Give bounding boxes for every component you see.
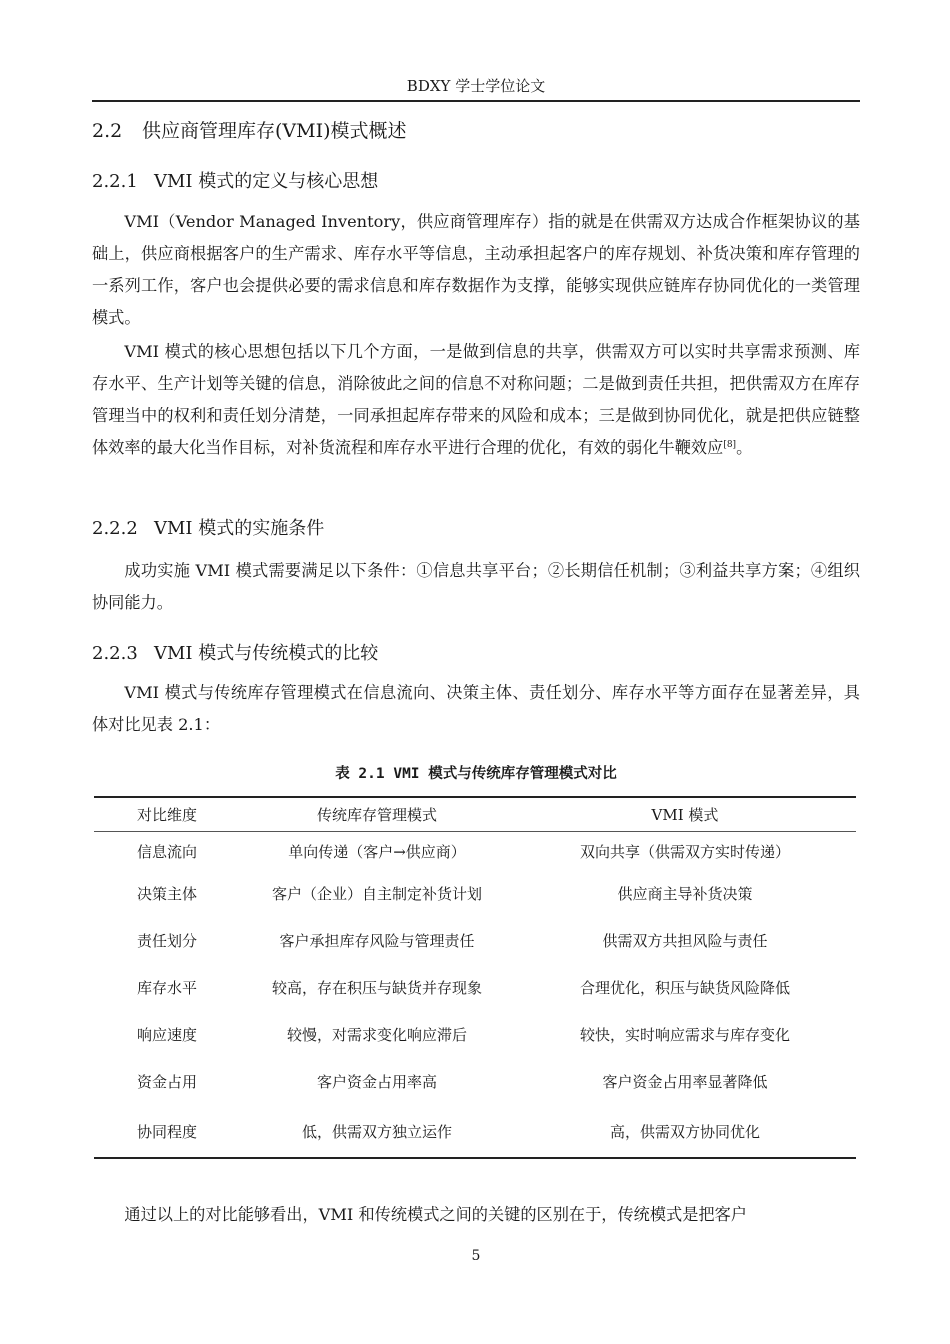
section-number: 2.2.3 bbox=[92, 643, 138, 664]
paragraph-implementation-conditions: 成功实施 VMI 模式需要满足以下条件：①信息共享平台；②长期信任机制；③利益共享方案；④组织协同能力。 bbox=[92, 561, 860, 612]
table-row bbox=[94, 1011, 856, 1058]
table-row bbox=[94, 964, 856, 1011]
comparison-table bbox=[94, 796, 856, 1159]
table-cell: 决策主体 bbox=[136, 885, 197, 903]
table-cell: 客户资金占用率高 bbox=[316, 1073, 437, 1091]
citation-ref[interactable]: [8] bbox=[723, 440, 737, 450]
page-number: 5 bbox=[471, 1248, 481, 1264]
paragraph-end: 。 bbox=[736, 438, 753, 457]
section-heading-2-2 bbox=[92, 118, 407, 144]
table-cell: 资金占用 bbox=[136, 1073, 197, 1091]
table-header-row bbox=[94, 797, 856, 832]
table-cell: 协同程度 bbox=[136, 1122, 197, 1141]
table-cell: 单向传递（客户→供应商） bbox=[288, 842, 466, 861]
table-cell: 响应速度 bbox=[136, 1026, 197, 1044]
table-cell: 较高，存在积压与缺货并存现象 bbox=[271, 979, 482, 997]
paragraph-vmi-definition: VMI（Vendor Managed Inventory，供应商管理库存）指的就是在供需双方达成合作框架协议的基础上，供应商根据客户的生产需求、库存水平等信息，主动承担起客户的库存规划、补货决策和库存管理的一系列工作，客户也会提供必要的需求信息和库存数据作为支撑，能够实现供应链库存协同优化的一类管理模式。 bbox=[92, 212, 860, 327]
table-cell: 供应商主导补货决策 bbox=[617, 885, 753, 903]
section-number: 2.2.1 bbox=[92, 171, 138, 192]
section-heading-2-2-2 bbox=[92, 517, 324, 541]
table-cell: 低，供需双方独立运作 bbox=[301, 1122, 452, 1141]
table-row bbox=[94, 1105, 856, 1158]
table-cell: 责任划分 bbox=[136, 932, 197, 950]
table-row bbox=[94, 1058, 856, 1105]
table-cell: 合理优化，积压与缺货风险降低 bbox=[579, 979, 790, 997]
table-cell: 双向共享（供需双方实时传递） bbox=[579, 842, 790, 861]
section-title: VMI 模式的实施条件 bbox=[154, 518, 325, 539]
paragraph-vmi-core-ideas bbox=[92, 336, 860, 464]
paragraph-comparison-conclusion: 通过以上的对比能够看出，VMI 和传统模式之间的关键的区别在于，传统模式是把客户 bbox=[124, 1205, 747, 1224]
table-cell: 高，供需双方协同优化 bbox=[609, 1122, 760, 1141]
section-heading-2-2-1 bbox=[92, 170, 378, 194]
header-rule bbox=[92, 100, 860, 102]
section-heading-2-2-3 bbox=[92, 642, 378, 666]
table-cell: 较快，实时响应需求与库存变化 bbox=[579, 1026, 790, 1044]
comparison-table-container bbox=[94, 796, 856, 1159]
section-title: 供应商管理库存(VMI)模式概述 bbox=[142, 120, 407, 142]
section-number: 2.2.2 bbox=[92, 518, 138, 539]
table-row bbox=[94, 870, 856, 917]
table-cell: 供需双方共担风险与责任 bbox=[602, 932, 768, 950]
paragraph-comparison-intro: VMI 模式与传统库存管理模式在信息流向、决策主体、责任划分、库存水平等方面存在显著差异，具体对比见表 2.1： bbox=[92, 683, 860, 734]
table-cell: 客户资金占用率显著降低 bbox=[602, 1073, 768, 1091]
table-row bbox=[94, 832, 856, 871]
table-cell: 客户（企业）自主制定补货计划 bbox=[271, 885, 482, 903]
section-title: VMI 模式与传统模式的比较 bbox=[154, 643, 379, 664]
section-title: VMI 模式的定义与核心思想 bbox=[154, 171, 379, 192]
table-cell: 较慢，对需求变化响应滞后 bbox=[286, 1026, 467, 1044]
column-header: 传统库存管理模式 bbox=[316, 806, 437, 824]
column-header: VMI 模式 bbox=[651, 806, 719, 824]
paragraph-text: VMI 模式的核心思想包括以下几个方面，一是做到信息的共享，供需双方可以实时共享需求预测、库存水平、生产计划等关键的信息，消除彼此之间的信息不对称问题；二是做到责任共担，把供需双方在库存管理当中的权利和责任划分清楚，一同承担起库存带来的风险和成本；三是做到协同优化，就是把供应链整体效率的最大化当作目标，对补货流程和库存水平进行合理的优化，有效的弱化牛鞭效应 bbox=[92, 342, 860, 457]
table-row bbox=[94, 917, 856, 964]
table-cell: 信息流向 bbox=[136, 842, 197, 861]
table-cell: 客户承担库存风险与管理责任 bbox=[279, 932, 475, 950]
table-cell: 库存水平 bbox=[136, 979, 197, 997]
column-header: 对比维度 bbox=[136, 806, 197, 824]
table-caption: 表 2.1 VMI 模式与传统库存管理模式对比 bbox=[335, 766, 617, 782]
running-header: BDXY 学士学位论文 bbox=[406, 77, 546, 95]
section-number: 2.2 bbox=[92, 120, 123, 142]
